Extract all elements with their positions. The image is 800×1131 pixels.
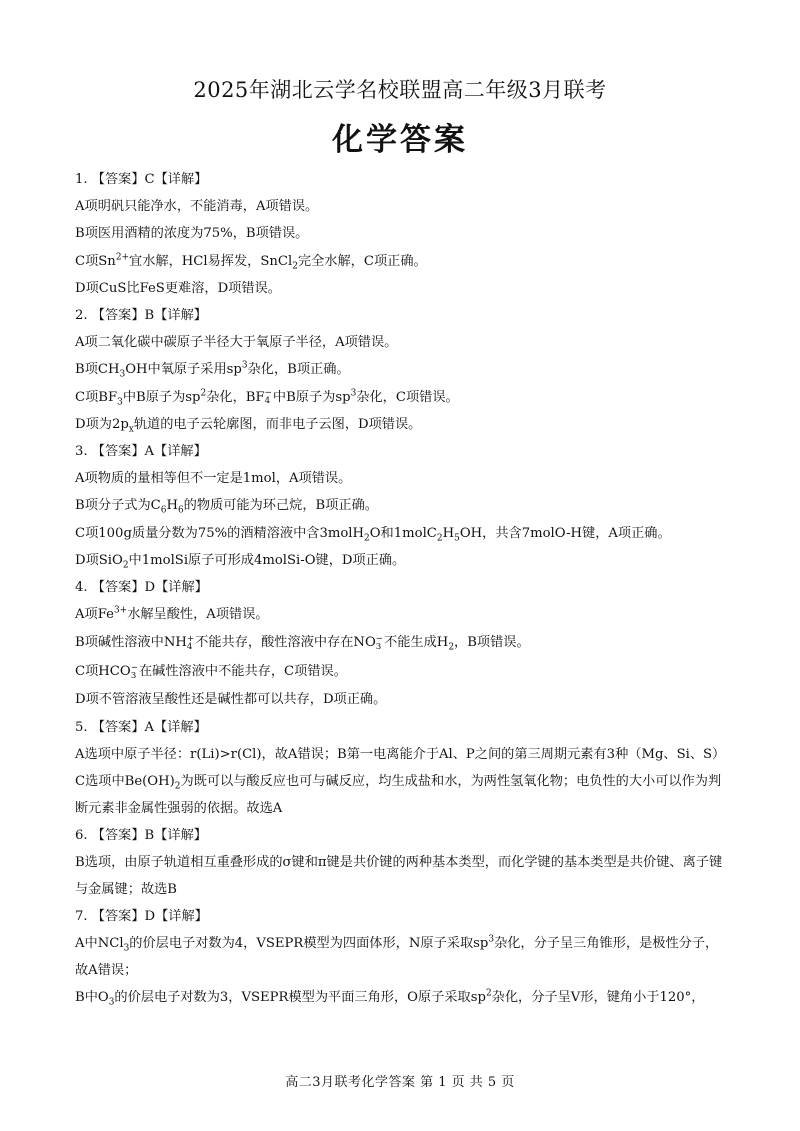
q3-option-a: A项物质的量相等但不一定是1mol，A项错误。 [75,471,352,487]
ion-count: 3 [130,670,137,681]
superscript: 3+ [113,605,128,616]
text-fragment: 的价层电子对数为4，VSEPR模型为四面体形，N原子采取sp [129,936,489,952]
text-fragment: C项Sn [75,253,116,269]
ion-count: 3 [375,641,382,652]
question-6-header: 6. 【答案】B【详解】 [75,827,207,843]
q3-option-d [75,547,730,574]
text-fragment: A项Fe [75,607,114,623]
ion-charge-stack [131,664,138,680]
subscript: 3 [108,997,115,1008]
q4-option-d: D项不管溶液呈酸性还是碱性都可以共存，D项正确。 [75,692,387,708]
text-fragment: H [166,498,178,514]
page-footer: 高二3月联考化学答案 第 1 页 共 5 页 [285,1075,515,1090]
ion-charge: − [264,388,272,399]
superscript: 3 [241,361,248,372]
ion-count: 4 [186,641,193,652]
text-fragment: OH中氧原子采用sp [125,362,242,378]
text-fragment: O和1molC [369,525,437,541]
ion-count: 4 [264,396,271,407]
text-fragment: 轨道的电子云轮廓图，而非电子云图，D项错误。 [133,416,422,432]
subscript: 6 [177,506,184,517]
text-fragment: B项CH [75,362,120,378]
question-5-header: 5. 【答案】A【详解】 [75,719,207,735]
q1-option-b: B项医用酒精的浓度为75%，B项错误。 [75,226,309,242]
ion-charge: − [130,662,138,673]
text-fragment: 杂化，分子呈V形，键角小于120°， [491,990,705,1006]
text-fragment: 的物质可能为环己烷，B项正确。 [183,498,378,514]
ion-charge-stack [187,635,194,651]
superscript: 3 [350,388,357,399]
text-fragment: 中1molSi原子可形成4molSi-O键，D项正确。 [128,552,406,568]
q7-option-b [75,984,730,1011]
subscript: 2 [292,261,298,272]
text-fragment: C项HCO [75,664,131,680]
ion-charge-stack [376,635,383,651]
text-fragment: 杂化，C项错误。 [356,389,459,405]
exam-title: 2025年湖北云学名校联盟高二年级3月联考 [193,78,607,102]
question-7-header: 7. 【答案】D【详解】 [75,909,208,925]
text-fragment: 中B原子为sp [122,389,201,405]
subscript: 3 [119,370,126,381]
subscript: 2 [448,643,455,654]
q4-option-b [75,628,730,657]
text-fragment: C项BF [75,389,118,405]
question-4-header: 4. 【答案】D【详解】 [75,580,208,596]
question-3-header: 3. 【答案】A【详解】 [75,444,207,460]
subscript: 3 [117,397,123,408]
subscript: 2 [122,560,129,571]
q1-option-d: D项CuS比FeS更难溶，D项错误。 [75,280,281,296]
text-fragment: 完全水解，C项正确。 [297,253,427,269]
text-fragment: C项100g质量分数为75%的酒精溶液中含3molH [75,525,365,541]
q4-option-a [75,601,730,628]
subscript: x [128,424,134,435]
superscript: 2+ [115,252,130,263]
q3-option-b [75,492,730,519]
subscript: 2 [174,781,181,792]
text-fragment: A选项中原子半径：r(Li)>r(Cl)，故A错误；B第一电离能介于Al、P之间的第三周期元素有3种（Mg、Si、S）C选项中Be(OH) [75,746,726,789]
text-fragment: ，B项错误。 [454,635,530,651]
q4-option-c [75,657,730,686]
text-fragment: 在碱性溶液中不能共存，C项错误。 [138,664,347,680]
subscript: 2 [436,533,443,544]
subscript: 5 [454,533,460,544]
q7-option-a [75,930,730,984]
text-fragment: 中B原子为sp [272,389,351,405]
q3-option-c [75,520,730,547]
answer-content [75,166,730,1011]
q2-option-d [75,411,730,438]
q2-option-b [75,356,730,383]
text-fragment: B项碱性溶液中NH [75,635,187,651]
text-fragment: 不能生成H [384,635,449,651]
text-fragment: B中O [75,990,109,1006]
superscript: 3 [488,934,495,945]
text-fragment: 水解呈酸性，A项错误。 [127,607,269,623]
text-fragment: 为既可以与酸反应也可与碱反应，均生成盐和水，为两性氢氧化物；电负性的大小可以作为判断元素非金属性强弱的依据。故选A [75,773,722,816]
answer-title: 化学答案 [332,122,468,158]
q2-option-a: A项二氧化碳中碳原子半径大于氧原子半径，A项错误。 [75,335,398,351]
text-fragment: D项为2p [75,416,129,432]
superscript: 2 [200,388,207,399]
text-fragment: D项SiO [75,552,123,568]
text-fragment: H [442,525,455,541]
ion-charge: + [186,633,195,644]
q2-option-c [75,384,730,411]
subscript: 2 [364,533,370,544]
question-2-header: 2. 【答案】B【详解】 [75,308,207,324]
question-1-header: 1. 【答案】C【详解】 [75,172,208,187]
text-fragment: B项分子式为C [75,498,161,514]
q5-explanation [75,741,730,822]
q1-option-c [75,248,730,275]
ion-charge-stack [265,389,272,405]
q6-explanation: B选项，由原子轨道相互重叠形成的σ键和π键是共价键的两种基本类型，而化学键的基本类型是共价键、离子键与金属键；故选B [75,855,723,898]
q1-option-a: A项明矾只能净水，不能消毒，A项错误。 [75,199,319,215]
subscript: 6 [160,506,167,517]
text-fragment: OH，共含7molO-H键，A项正确。 [459,525,671,541]
text-fragment: 杂化，BF [206,389,265,405]
text-fragment: 杂化，分子呈三角锥形，是极性分子，故A错误； [75,936,719,979]
ion-charge: − [375,633,384,644]
text-fragment: A中NCl [75,936,124,952]
subscript: 3 [123,943,130,954]
text-fragment: 不能共存，酸性溶液中存在NO [195,635,376,651]
text-fragment: 的价层电子对数为3，VSEPR模型为平面三角形，O原子采取sp [114,990,486,1006]
text-fragment: 杂化，B项正确。 [247,362,350,378]
superscript: 2 [485,988,492,999]
text-fragment: 宜水解，HCl易挥发，SnCl [129,253,293,269]
